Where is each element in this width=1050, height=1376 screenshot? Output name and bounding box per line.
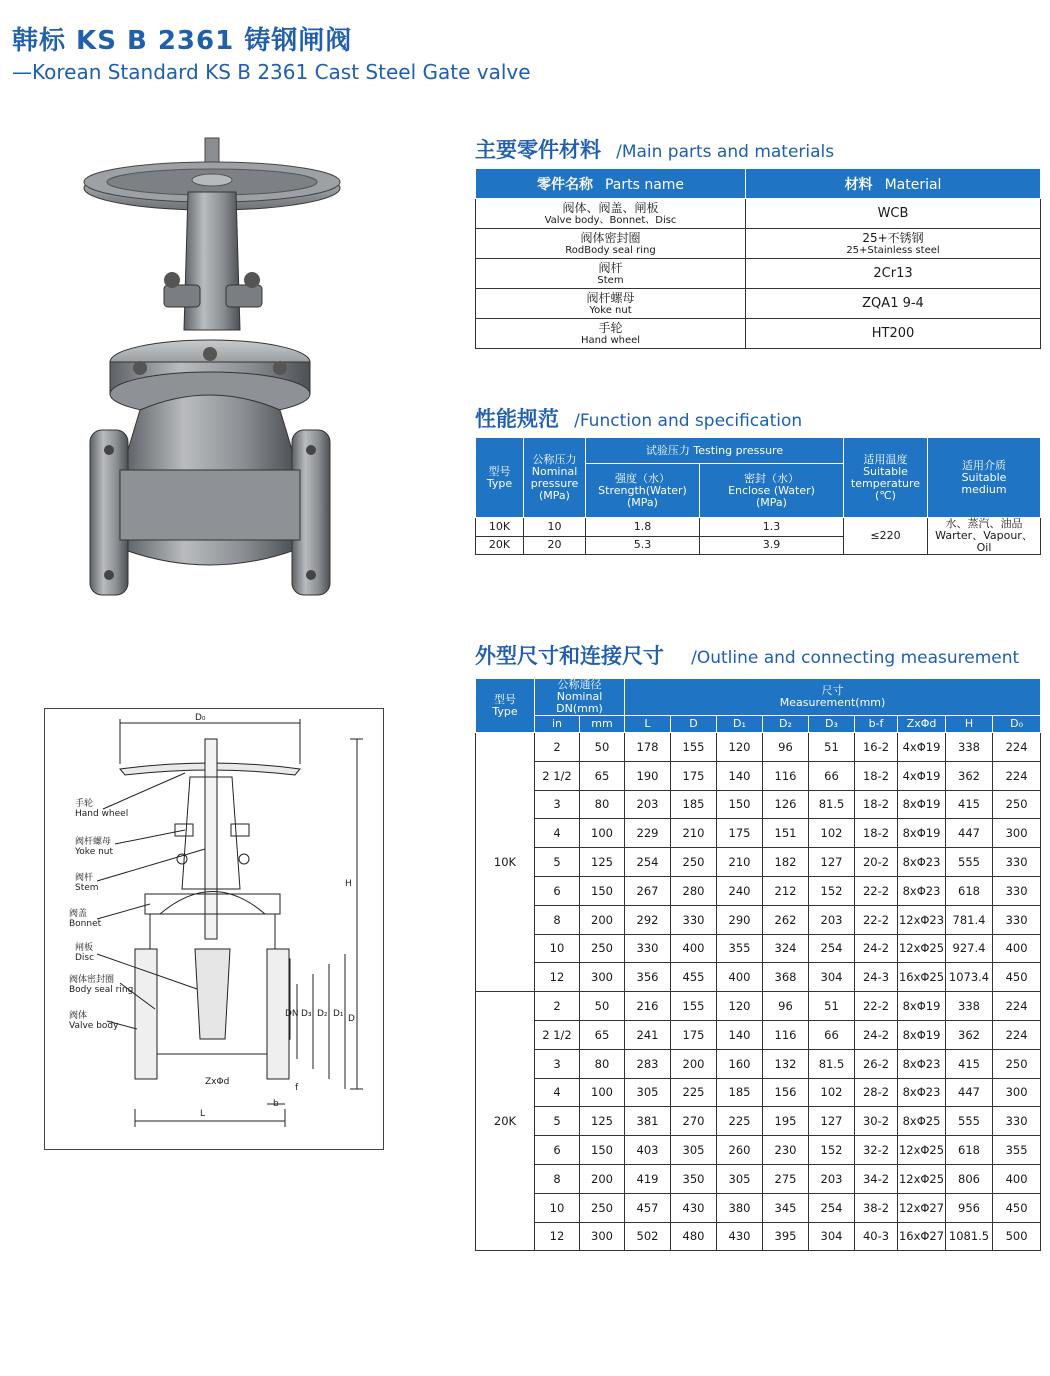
- meas-cell: 8: [535, 1164, 580, 1193]
- meas-cell: 3: [535, 1049, 580, 1078]
- meas-cell: 190: [625, 761, 671, 790]
- meas-cell: 185: [717, 1078, 763, 1107]
- meas-cell: 400: [993, 934, 1041, 963]
- dim-zxd: ZxΦd: [205, 1077, 230, 1087]
- meas-cell: 8xΦ23: [898, 1049, 946, 1078]
- meas-cell: 127: [809, 848, 855, 877]
- func-header-testing: 试验压力 Testing pressure: [586, 438, 844, 464]
- meas-cell: 362: [946, 1020, 993, 1049]
- meas-cell: 140: [717, 761, 763, 790]
- meas-cell: 116: [763, 1020, 809, 1049]
- meas-cell: 50: [580, 992, 625, 1021]
- meas-cell: 66: [809, 1020, 855, 1049]
- section-drawing: [44, 708, 384, 1150]
- meas-col-header: H: [946, 716, 993, 733]
- meas-cell: 175: [671, 1020, 717, 1049]
- dim-d2: D₂: [317, 1009, 328, 1019]
- meas-cell: 4xΦ19: [898, 761, 946, 790]
- parts-section-title-cn: 主要零件材料: [475, 138, 601, 162]
- meas-cell: 6: [535, 876, 580, 905]
- meas-cell: 155: [671, 992, 717, 1021]
- meas-cell: 51: [809, 733, 855, 762]
- meas-cell: 304: [809, 963, 855, 992]
- func-header-enclose: 密封（水） Enclose (Water) (MPa): [700, 464, 844, 518]
- meas-cell: 175: [671, 761, 717, 790]
- meas-cell: 22-2: [855, 905, 898, 934]
- meas-cell: 8xΦ19: [898, 790, 946, 819]
- meas-cell: 156: [763, 1078, 809, 1107]
- meas-cell: 152: [809, 1136, 855, 1165]
- dim-l: L: [200, 1109, 206, 1119]
- dim-f: f: [295, 1083, 299, 1093]
- table-row: 10K 10 1.8 1.3 ≤220 水、蒸汽、油品 Warter、Vapour、Oil: [476, 518, 1041, 537]
- meas-cell: 224: [993, 761, 1041, 790]
- meas-cell: 30-2: [855, 1107, 898, 1136]
- meas-cell: 270: [671, 1107, 717, 1136]
- table-row: [476, 733, 1041, 762]
- meas-cell: 210: [671, 819, 717, 848]
- meas-cell: 330: [993, 905, 1041, 934]
- meas-cell: 16-2: [855, 733, 898, 762]
- meas-cell: 178: [625, 733, 671, 762]
- meas-cell: 200: [580, 1164, 625, 1193]
- meas-cell: 330: [993, 876, 1041, 905]
- page-title-en: —Korean Standard KS B 2361 Cast Steel Gate valve: [12, 60, 531, 84]
- meas-cell: 38-2: [855, 1193, 898, 1222]
- meas-cell: 618: [946, 876, 993, 905]
- meas-cell: 400: [993, 1164, 1041, 1193]
- table-row: [476, 1164, 1041, 1193]
- func-section-title-en: /Function and specification: [574, 411, 803, 431]
- meas-cell: 254: [809, 1193, 855, 1222]
- table-row: [476, 934, 1041, 963]
- meas-col-header: b-f: [855, 716, 898, 733]
- table-row: 阀杆螺母 Yoke nut ZQA1 9-4: [476, 289, 1041, 319]
- dim-h: H: [345, 879, 352, 889]
- page-title-cn: 韩标 KS B 2361 铸钢闸阀: [12, 26, 353, 56]
- meas-cell: 18-2: [855, 790, 898, 819]
- meas-cell: 430: [671, 1193, 717, 1222]
- meas-cell: 8xΦ19: [898, 1020, 946, 1049]
- meas-cell: 132: [763, 1049, 809, 1078]
- meas-cell: 290: [717, 905, 763, 934]
- meas-cell: 18-2: [855, 819, 898, 848]
- meas-cell: 8xΦ19: [898, 819, 946, 848]
- func-header-temp: 适用温度 Suitable temperature (℃): [844, 438, 928, 518]
- meas-cell: 100: [580, 819, 625, 848]
- meas-cell: 350: [671, 1164, 717, 1193]
- meas-col-header: D₂: [763, 716, 809, 733]
- meas-cell: 447: [946, 1078, 993, 1107]
- measurement-table: [475, 678, 1041, 1251]
- meas-cell: 415: [946, 790, 993, 819]
- meas-cell: 225: [671, 1078, 717, 1107]
- dim-b: b: [273, 1099, 279, 1109]
- meas-cell: 12xΦ23: [898, 905, 946, 934]
- parts-header-material: 材料 Material: [746, 169, 1041, 199]
- meas-cell: 330: [993, 848, 1041, 877]
- meas-cell: 430: [717, 1222, 763, 1251]
- meas-cell: 51: [809, 992, 855, 1021]
- meas-cell: 10: [535, 1193, 580, 1222]
- meas-cell: 96: [763, 992, 809, 1021]
- meas-cell: 355: [717, 934, 763, 963]
- meas-cell: 241: [625, 1020, 671, 1049]
- meas-cell: 262: [763, 905, 809, 934]
- meas-cell: 415: [946, 1049, 993, 1078]
- func-section-title-cn: 性能规范: [475, 407, 559, 431]
- meas-type-cell: 10K: [476, 733, 535, 992]
- meas-cell: 403: [625, 1136, 671, 1165]
- meas-cell: 10: [535, 934, 580, 963]
- meas-cell: 8xΦ23: [898, 848, 946, 877]
- meas-cell: 260: [717, 1136, 763, 1165]
- meas-cell: 8xΦ19: [898, 992, 946, 1021]
- func-temp-value: ≤220: [844, 518, 928, 555]
- meas-cell: 102: [809, 819, 855, 848]
- meas-cell: 66: [809, 761, 855, 790]
- meas-cell: 224: [993, 1020, 1041, 1049]
- meas-cell: 65: [580, 1020, 625, 1049]
- meas-cell: 182: [763, 848, 809, 877]
- meas-cell: 150: [717, 790, 763, 819]
- dim-d0: D₀: [195, 713, 206, 723]
- meas-cell: 150: [580, 876, 625, 905]
- table-row: [476, 1049, 1041, 1078]
- meas-cell: 455: [671, 963, 717, 992]
- meas-cell: 16xΦ27: [898, 1222, 946, 1251]
- meas-cell: 4: [535, 819, 580, 848]
- meas-cell: 12xΦ27: [898, 1193, 946, 1222]
- meas-col-header: ZxΦd: [898, 716, 946, 733]
- meas-cell: 305: [717, 1164, 763, 1193]
- meas-cell: 12: [535, 963, 580, 992]
- meas-cell: 254: [625, 848, 671, 877]
- meas-cell: 96: [763, 733, 809, 762]
- meas-cell: 324: [763, 934, 809, 963]
- meas-cell: 127: [809, 1107, 855, 1136]
- meas-cell: 212: [763, 876, 809, 905]
- meas-cell: 5: [535, 848, 580, 877]
- table-row: [476, 1078, 1041, 1107]
- meas-cell: 275: [763, 1164, 809, 1193]
- meas-cell: 2: [535, 992, 580, 1021]
- meas-cell: 304: [809, 1222, 855, 1251]
- meas-cell: 116: [763, 761, 809, 790]
- meas-cell: 22-2: [855, 992, 898, 1021]
- meas-cell: 203: [625, 790, 671, 819]
- meas-header-dn: 公称通径 Nominal DN(mm): [535, 679, 625, 716]
- meas-cell: 120: [717, 992, 763, 1021]
- meas-col-header: in: [535, 716, 580, 733]
- meas-cell: 381: [625, 1107, 671, 1136]
- meas-col-header: D₁: [717, 716, 763, 733]
- table-row: [476, 1193, 1041, 1222]
- meas-cell: 338: [946, 992, 993, 1021]
- meas-cell: 210: [717, 848, 763, 877]
- table-row: [476, 848, 1041, 877]
- label-hand-wheel: 手轮 Hand wheel: [75, 799, 129, 819]
- meas-cell: 12xΦ25: [898, 1164, 946, 1193]
- meas-cell: 345: [763, 1193, 809, 1222]
- meas-cell: 6: [535, 1136, 580, 1165]
- meas-cell: 81.5: [809, 1049, 855, 1078]
- func-header-nominal: 公称压力 Nominal pressure (MPa): [524, 438, 586, 518]
- function-table: [475, 437, 1041, 555]
- meas-cell: 16xΦ25: [898, 963, 946, 992]
- meas-cell: 224: [993, 992, 1041, 1021]
- meas-cell: 330: [993, 1107, 1041, 1136]
- meas-cell: 927.4: [946, 934, 993, 963]
- meas-cell: 32-2: [855, 1136, 898, 1165]
- table-row: [476, 1222, 1041, 1251]
- meas-cell: 102: [809, 1078, 855, 1107]
- meas-cell: 34-2: [855, 1164, 898, 1193]
- meas-cell: 500: [993, 1222, 1041, 1251]
- meas-cell: 175: [717, 819, 763, 848]
- meas-cell: 250: [671, 848, 717, 877]
- meas-cell: 229: [625, 819, 671, 848]
- label-bonnet: 阀盖 Bonnet: [69, 909, 102, 929]
- meas-cell: 280: [671, 876, 717, 905]
- table-row: [476, 876, 1041, 905]
- meas-cell: 362: [946, 761, 993, 790]
- meas-cell: 160: [717, 1049, 763, 1078]
- meas-cell: 8xΦ23: [898, 876, 946, 905]
- meas-cell: 395: [763, 1222, 809, 1251]
- meas-cell: 2 1/2: [535, 761, 580, 790]
- meas-cell: 40-3: [855, 1222, 898, 1251]
- meas-cell: 216: [625, 992, 671, 1021]
- dim-dn: DN: [285, 1009, 299, 1019]
- meas-cell: 330: [625, 934, 671, 963]
- meas-cell: 450: [993, 1193, 1041, 1222]
- meas-cell: 419: [625, 1164, 671, 1193]
- meas-cell: 338: [946, 733, 993, 762]
- meas-cell: 8xΦ23: [898, 1078, 946, 1107]
- meas-cell: 100: [580, 1078, 625, 1107]
- meas-cell: 2: [535, 733, 580, 762]
- meas-cell: 155: [671, 733, 717, 762]
- meas-header-measurement: 尺寸 Measurement(mm): [625, 679, 1041, 716]
- meas-cell: 20-2: [855, 848, 898, 877]
- meas-col-header: D₃: [809, 716, 855, 733]
- meas-cell: 3: [535, 790, 580, 819]
- gate-valve-photo: [80, 130, 370, 610]
- meas-cell: 502: [625, 1222, 671, 1251]
- meas-cell: 250: [580, 1193, 625, 1222]
- meas-cell: 12: [535, 1222, 580, 1251]
- meas-cell: 24-2: [855, 934, 898, 963]
- meas-cell: 480: [671, 1222, 717, 1251]
- meas-cell: 1081.5: [946, 1222, 993, 1251]
- meas-section-title-cn: 外型尺寸和连接尺寸: [475, 644, 664, 668]
- meas-cell: 781.4: [946, 905, 993, 934]
- meas-cell: 50: [580, 733, 625, 762]
- meas-cell: 4: [535, 1078, 580, 1107]
- table-row: [476, 992, 1041, 1021]
- meas-cell: 300: [580, 963, 625, 992]
- meas-section-title-en: /Outline and connecting measurement: [691, 648, 1020, 668]
- meas-cell: 125: [580, 848, 625, 877]
- meas-cell: 305: [671, 1136, 717, 1165]
- parts-table: [475, 168, 1041, 349]
- label-body-seal-ring: 阀体密封圈 Body seal ring: [69, 975, 134, 995]
- meas-cell: 305: [625, 1078, 671, 1107]
- func-header-type: 型号 Type: [476, 438, 524, 518]
- meas-cell: 555: [946, 1107, 993, 1136]
- meas-cell: 300: [993, 1078, 1041, 1107]
- parts-section-title-en: /Main parts and materials: [616, 142, 835, 162]
- meas-cell: 250: [993, 790, 1041, 819]
- table-row: [476, 905, 1041, 934]
- func-header-strength: 强度（水） Strength(Water) (MPa): [586, 464, 700, 518]
- meas-col-header: mm: [580, 716, 625, 733]
- meas-cell: 26-2: [855, 1049, 898, 1078]
- table-row: [476, 963, 1041, 992]
- meas-cell: 400: [717, 963, 763, 992]
- table-row: 阀体、阀盖、闸板 Valve body、Bonnet、Disc WCB: [476, 199, 1041, 229]
- table-row: 阀杆 Stem 2Cr13: [476, 259, 1041, 289]
- meas-cell: 450: [993, 963, 1041, 992]
- meas-cell: 203: [809, 1164, 855, 1193]
- dim-d3: D₃: [301, 1009, 312, 1019]
- label-valve-body: 阀体 Valve body: [69, 1011, 119, 1031]
- meas-cell: 457: [625, 1193, 671, 1222]
- meas-cell: 8xΦ25: [898, 1107, 946, 1136]
- label-disc: 闸板 Disc: [75, 943, 95, 963]
- meas-cell: 300: [993, 819, 1041, 848]
- table-row: 20K 20 5.3 3.9: [476, 536, 1041, 555]
- meas-cell: 12xΦ25: [898, 934, 946, 963]
- meas-col-header: D: [671, 716, 717, 733]
- meas-cell: 80: [580, 790, 625, 819]
- meas-cell: 447: [946, 819, 993, 848]
- meas-cell: 195: [763, 1107, 809, 1136]
- meas-cell: 283: [625, 1049, 671, 1078]
- meas-cell: 225: [717, 1107, 763, 1136]
- table-row: [476, 1136, 1041, 1165]
- meas-cell: 956: [946, 1193, 993, 1222]
- meas-cell: 555: [946, 848, 993, 877]
- meas-cell: 4xΦ19: [898, 733, 946, 762]
- meas-cell: 152: [809, 876, 855, 905]
- meas-cell: 254: [809, 934, 855, 963]
- meas-cell: 22-2: [855, 876, 898, 905]
- table-row: 阀体密封圈 RodBody seal ring 25+不锈钢 25+Stainless steel: [476, 229, 1041, 259]
- table-row: [476, 819, 1041, 848]
- meas-header-type: 型号 Type: [476, 679, 535, 733]
- meas-cell: 80: [580, 1049, 625, 1078]
- meas-cell: 230: [763, 1136, 809, 1165]
- meas-cell: 224: [993, 733, 1041, 762]
- meas-cell: 618: [946, 1136, 993, 1165]
- meas-cell: 240: [717, 876, 763, 905]
- meas-cell: 65: [580, 761, 625, 790]
- meas-cell: 267: [625, 876, 671, 905]
- meas-cell: 150: [580, 1136, 625, 1165]
- meas-cell: 250: [580, 934, 625, 963]
- meas-cell: 200: [671, 1049, 717, 1078]
- meas-cell: 203: [809, 905, 855, 934]
- meas-cell: 356: [625, 963, 671, 992]
- meas-cell: 300: [580, 1222, 625, 1251]
- meas-cell: 8: [535, 905, 580, 934]
- meas-cell: 12xΦ25: [898, 1136, 946, 1165]
- table-row: [476, 1107, 1041, 1136]
- meas-cell: 355: [993, 1136, 1041, 1165]
- meas-cell: 400: [671, 934, 717, 963]
- meas-cell: 368: [763, 963, 809, 992]
- meas-cell: 200: [580, 905, 625, 934]
- label-yoke-nut: 阀杆螺母 Yoke nut: [75, 837, 114, 857]
- meas-cell: 330: [671, 905, 717, 934]
- meas-cell: 1073.4: [946, 963, 993, 992]
- table-row: 手轮 Hand wheel HT200: [476, 319, 1041, 349]
- table-row: [476, 790, 1041, 819]
- meas-cell: 250: [993, 1049, 1041, 1078]
- func-header-medium: 适用介质 Suitable medium: [928, 438, 1041, 518]
- meas-cell: 28-2: [855, 1078, 898, 1107]
- meas-cell: 120: [717, 733, 763, 762]
- meas-col-header: L: [625, 716, 671, 733]
- meas-cell: 5: [535, 1107, 580, 1136]
- meas-cell: 380: [717, 1193, 763, 1222]
- meas-cell: 806: [946, 1164, 993, 1193]
- parts-header-name: 零件名称 Parts name: [476, 169, 746, 199]
- meas-cell: 81.5: [809, 790, 855, 819]
- table-row: [476, 1020, 1041, 1049]
- label-stem: 阀杆 Stem: [75, 873, 99, 893]
- meas-cell: 185: [671, 790, 717, 819]
- func-medium-value: 水、蒸汽、油品 Warter、Vapour、Oil: [928, 518, 1041, 555]
- meas-cell: 24-3: [855, 963, 898, 992]
- meas-cell: 151: [763, 819, 809, 848]
- table-row: [476, 761, 1041, 790]
- meas-cell: 126: [763, 790, 809, 819]
- dim-d: D: [348, 1014, 355, 1024]
- meas-col-header: D₀: [993, 716, 1041, 733]
- meas-cell: 125: [580, 1107, 625, 1136]
- meas-type-cell: 20K: [476, 992, 535, 1251]
- meas-cell: 292: [625, 905, 671, 934]
- meas-cell: 2 1/2: [535, 1020, 580, 1049]
- dim-d1: D₁: [333, 1009, 344, 1019]
- meas-cell: 24-2: [855, 1020, 898, 1049]
- meas-cell: 140: [717, 1020, 763, 1049]
- meas-cell: 18-2: [855, 761, 898, 790]
